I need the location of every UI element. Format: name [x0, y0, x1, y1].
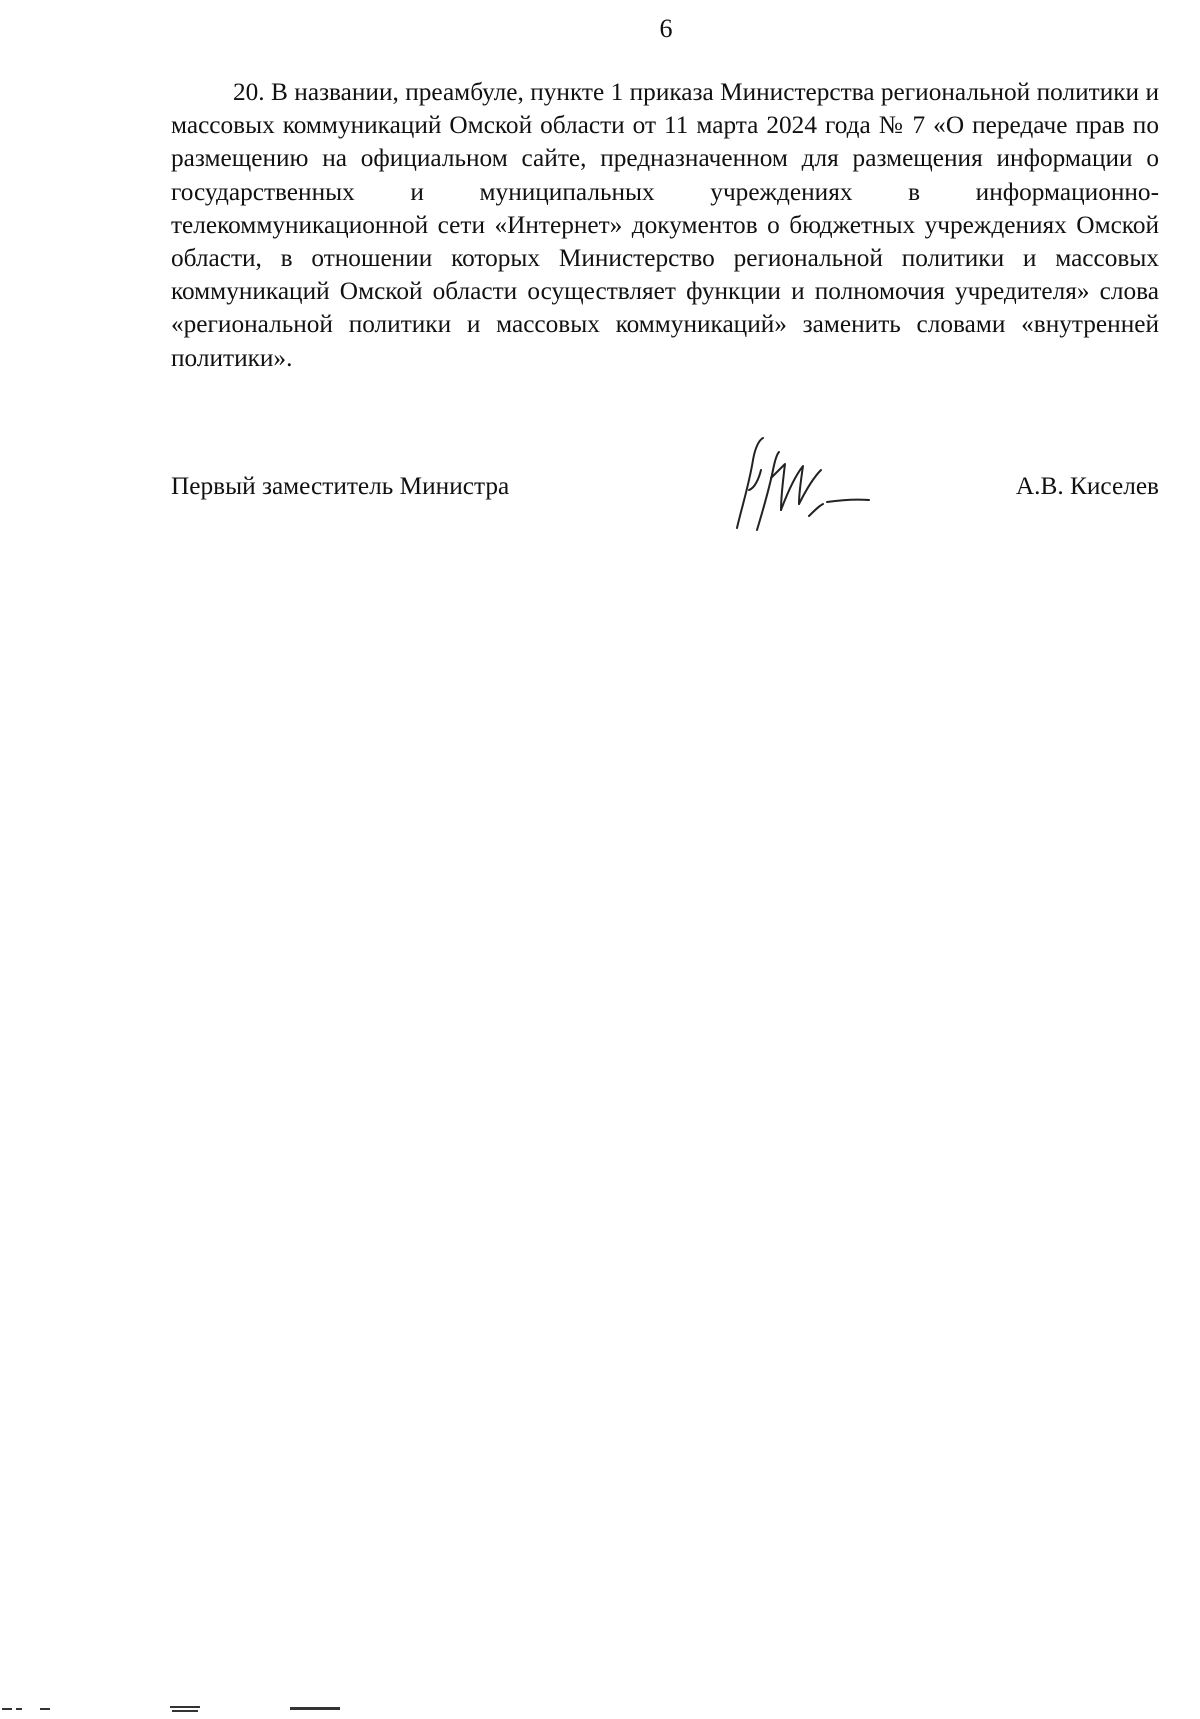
- scan-artifact-marks: [0, 1701, 400, 1713]
- paragraph-20: 20. В названии, преамбуле, пункте 1 приказа Министерства региональной политики и массовых коммуникаций Омской области от 11 марта 2024 года № 7 «О передаче прав по размещению на официальном сайте, предназначенном для размещения информации о государственных и муниципальных учреждениях в информационно-телекоммуникационной сети «Интернет» документов о бюджетных учреждениях Омской области, в отношении которых Министерство региональной политики и массовых коммуникаций Омской области осуществляет функции и полномочия учредителя» слова «региональной политики и массовых коммуникаций» заменить словами «внутренней политики».: [171, 78, 1159, 372]
- signature-block: [171, 470, 1159, 550]
- signatory-name: А.В. Киселев: [1015, 472, 1159, 500]
- signatory-role: Первый заместитель Министра: [171, 472, 510, 500]
- page-number: 6: [659, 14, 673, 43]
- handwritten-signature: [719, 430, 879, 540]
